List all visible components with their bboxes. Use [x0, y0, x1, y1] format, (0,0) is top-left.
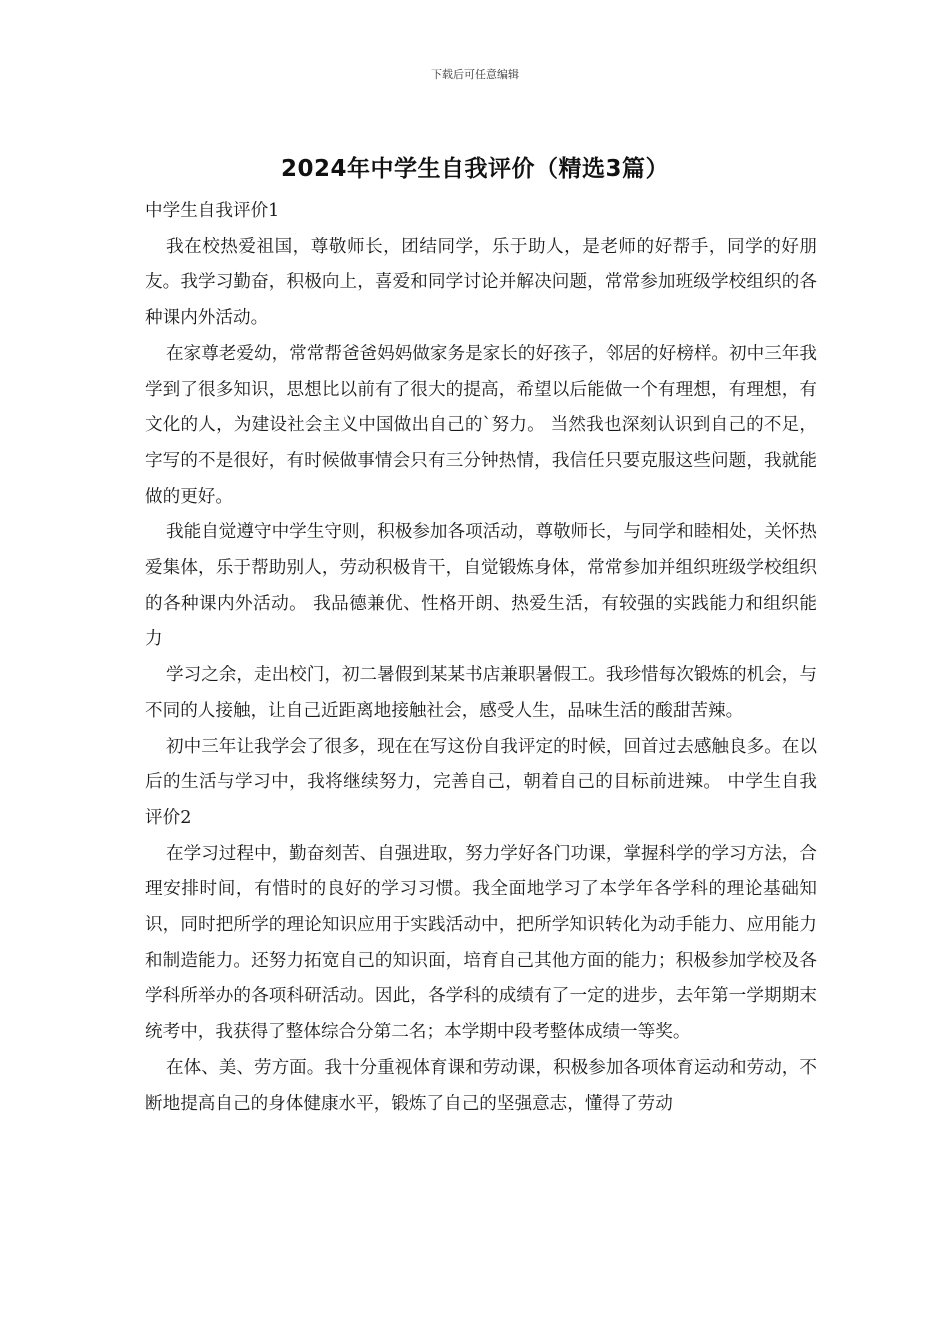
- document-body: [145, 194, 817, 1122]
- document-title: 2024年中学生自我评价（精选3篇）: [280, 156, 670, 182]
- paragraph: 我在校热爱祖国，尊敬师长，团结同学，乐于助人，是老师的好帮手，同学的好朋友。我学习勤奋，积极向上，喜爱和同学讨论并解决问题，常常参加班级学校组织的各种课内外活动。: [145, 236, 817, 329]
- paragraph: 我能自觉遵守中学生守则，积极参加各项活动，尊敬师长，与同学和睦相处，关怀热爱集体，乐于帮助别人，劳动积极肯干，自觉锻炼身体，常常参加并组织班级学校组织的各种课内外活动。 我品德兼优、性格开朗、热爱生活，有较强的实践能力和组织能力: [145, 522, 817, 650]
- paragraph: 学习之余，走出校门，初二暑假到某某书店兼职暑假工。我珍惜每次锻炼的机会，与不同的人接触，让自己近距离地接触社会，感受人生，品味生活的酸甜苦辣。: [145, 665, 817, 721]
- page-header-note: 下载后可任意编辑: [431, 68, 519, 81]
- paragraph: 在体、美、劳方面。我十分重视体育课和劳动课，积极参加各项体育运动和劳动，不断地提高自己的身体健康水平，锻炼了自己的坚强意志，懂得了劳动: [145, 1057, 817, 1114]
- paragraph: 在学习过程中，勤奋刻苦、自强进取，努力学好各门功课，掌握科学的学习方法，合理安排时间，有惜时的良好的学习习惯。我全面地学习了本学年各学科的理论基础知识，同时把所学的理论知识应用于实践活动中，把所学知识转化为动手能力、应用能力和制造能力。还努力拓宽自己的知识面，培育自己其他方面的能力；积极参加学校及各学科所举办的各项科研活动。因此，各学科的成绩有了一定的进步，去年第一学期期末统考中，我获得了整体综合分第二名；本学期中段考整体成绩一等奖。: [145, 843, 817, 1043]
- section-heading: 中学生自我评价1: [145, 201, 280, 221]
- paragraph: 在家尊老爱幼，常常帮爸爸妈妈做家务是家长的好孩子，邻居的好榜样。初中三年我学到了很多知识，思想比以前有了很大的提高，希望以后能做一个有理想，有理想，有文化的人，为建设社会主义中国做出自己的`努力。 当然我也深刻认识到自己的不足，字写的不是很好，有时候做事情会只有三分钟热情，我信任只要克服这些问题，我就能做的更好。: [145, 343, 817, 507]
- paragraph: 初中三年让我学会了很多，现在在写这份自我评定的时候，回首过去感触良多。在以后的生活与学习中，我将继续努力，完善自己，朝着自己的目标前进辣。 中学生自我评价2: [145, 736, 817, 828]
